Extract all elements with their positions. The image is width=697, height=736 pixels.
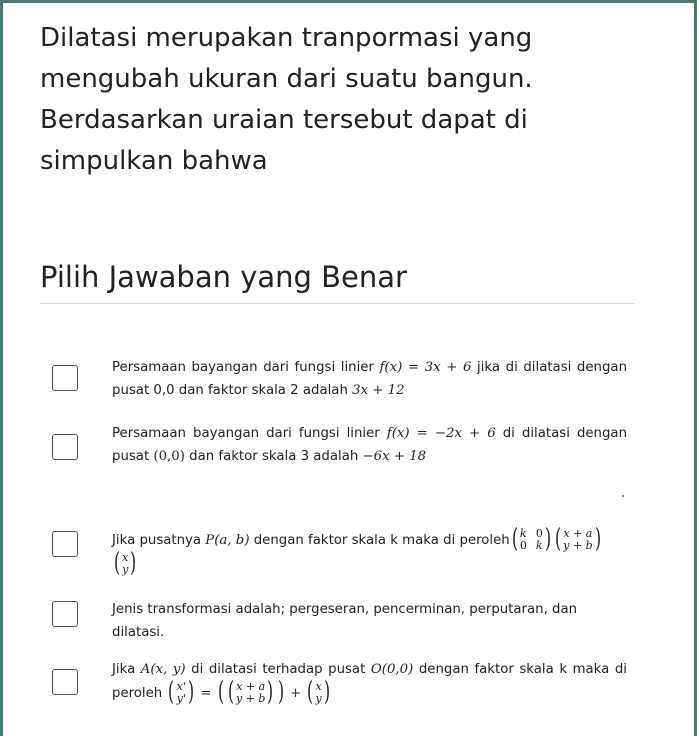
option-1-math-1: f(x) = 3x + 6 xyxy=(379,360,472,375)
option-2-math-2: (0,0) xyxy=(153,449,185,464)
option-5-math-1: A(x, y) xyxy=(140,662,186,677)
option-3-vector-2: ( x y ) xyxy=(114,547,137,578)
option-5-text: Jika A(x, y) di dilatasi terhadap pusat O(0,0) dengan faktor skala k maka di peroleh ( x' y' ) = ( ( x + a y + b ) ) + ( x y ) xyxy=(112,662,627,707)
option-4-checkbox[interactable] xyxy=(52,601,78,627)
question-text: Dilatasi merupakan tranpormasi yang mengubah ukuran dari suatu bangun. Berdasarkan uraian tersebut dapat di simpulkan bahwa xyxy=(40,23,533,176)
option-3-checkbox[interactable] xyxy=(52,531,78,557)
option-2-checkbox[interactable] xyxy=(52,434,78,460)
option-4-text: Jenis transformasi adalah; pergeseran, pencerminan, perputaran, dan dilatasi. xyxy=(112,602,578,640)
option-2-math-3: −6x + 18 xyxy=(362,449,427,464)
option-5-rhs-group: ( ( x + a y + b ) ) xyxy=(217,676,284,707)
option-5-math-2: O(0,0) xyxy=(370,662,414,677)
option-3-vector-1: ( x + a y + b ) xyxy=(555,523,601,554)
divider xyxy=(40,303,634,304)
option-3-math-1: P(a, b) xyxy=(205,533,250,548)
option-5-lhs-vector: ( x' y' ) xyxy=(168,676,194,707)
section-title: Pilih Jawaban yang Benar xyxy=(40,260,407,294)
option-1-text: Persamaan bayangan dari fungsi linier f(x) = 3x + 6 jika di dilatasi dengan pusat 0,0 dan faktor skala 2 adalah 3x + 12 xyxy=(112,360,627,398)
option-3-text: Jika pusatnya P(a, b) dengan faktor skala k maka di peroleh ( k 0 0 k ) ( x + a y + b ) ( x y ) xyxy=(112,528,627,576)
stray-dot xyxy=(622,495,624,497)
option-1-checkbox[interactable] xyxy=(52,365,78,391)
option-2-text: Persamaan bayangan dari fungsi linier f(x) = −2x + 6 di dilatasi dengan pusat (0,0) dan faktor skala 3 adalah −6x + 18 xyxy=(112,426,628,464)
option-1-math-2: 3x + 12 xyxy=(352,383,405,398)
option-3-matrix: ( k 0 0 k ) xyxy=(511,523,551,554)
card-top-border xyxy=(0,0,697,3)
option-2-math-1: f(x) = −2x + 6 xyxy=(386,426,496,441)
option-5-rhs-vector: ( x y ) xyxy=(307,676,330,707)
option-5-checkbox[interactable] xyxy=(52,669,78,695)
